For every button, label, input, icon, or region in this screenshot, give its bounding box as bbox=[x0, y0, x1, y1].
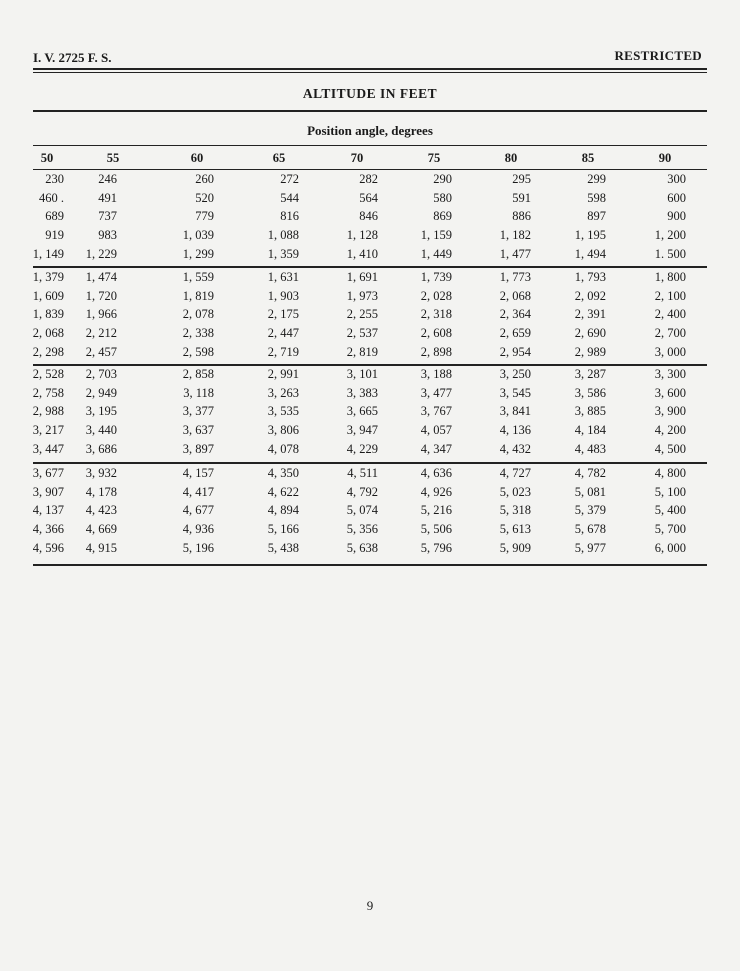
header-rule-thin bbox=[33, 72, 707, 73]
table-cell: 1, 379 bbox=[32, 270, 64, 284]
table-cell: 2, 175 bbox=[267, 307, 299, 322]
table-cell: 3, 287 bbox=[574, 367, 606, 381]
table-cell: 5, 400 bbox=[654, 503, 686, 518]
table-cell: 272 bbox=[280, 172, 299, 186]
table-cell: 4, 500 bbox=[654, 441, 686, 456]
table-cell: 5, 356 bbox=[346, 522, 378, 537]
table-cell: 246 bbox=[98, 172, 117, 186]
table-cell: 3, 118 bbox=[183, 385, 214, 400]
classification-label: RESTRICTED bbox=[614, 48, 702, 63]
table-row bbox=[33, 423, 707, 442]
table-cell: 5, 196 bbox=[182, 540, 214, 555]
table-cell: 4, 926 bbox=[420, 484, 452, 499]
table-cell: 3, 665 bbox=[346, 404, 378, 419]
column-header-55: 55 bbox=[106, 151, 120, 165]
group-separator bbox=[33, 266, 707, 268]
table-cell: 544 bbox=[280, 190, 299, 205]
table-cell: 4, 229 bbox=[346, 441, 378, 456]
table-cell: 4, 057 bbox=[420, 423, 452, 438]
table-cell: 4, 136 bbox=[499, 423, 531, 438]
table-cell: 4, 727 bbox=[499, 466, 531, 480]
table-cell: 886 bbox=[512, 209, 531, 224]
table-cell: 3, 677 bbox=[32, 466, 64, 480]
table-cell: 598 bbox=[587, 190, 606, 205]
table-cell: 1, 973 bbox=[346, 288, 378, 303]
table-cell: 3, 377 bbox=[182, 404, 214, 419]
table-row bbox=[33, 228, 707, 247]
table-cell: 2, 537 bbox=[346, 326, 378, 341]
table-cell: 2, 819 bbox=[346, 344, 378, 359]
table-row bbox=[33, 404, 707, 423]
table-row bbox=[33, 442, 707, 461]
table-cell: 282 bbox=[359, 172, 378, 186]
table-cell: 1, 800 bbox=[654, 270, 686, 284]
table-cell: 5, 638 bbox=[346, 540, 378, 555]
table-cell: 1, 631 bbox=[267, 270, 299, 284]
table-cell: 2, 100 bbox=[654, 288, 686, 303]
table-row bbox=[33, 270, 707, 289]
column-header-65: 65 bbox=[272, 151, 286, 165]
table-cell: 869 bbox=[433, 209, 452, 224]
table-cell: 5, 796 bbox=[420, 540, 452, 555]
table-cell: 1, 159 bbox=[420, 228, 452, 243]
table-cell: 1, 359 bbox=[267, 246, 299, 261]
table-cell: 1, 966 bbox=[85, 307, 117, 322]
table-cell: 6, 000 bbox=[654, 540, 686, 555]
table-cell: 2, 457 bbox=[85, 344, 117, 359]
column-header-85: 85 bbox=[581, 151, 595, 165]
table-cell: 2, 898 bbox=[420, 344, 452, 359]
row-group bbox=[33, 466, 707, 559]
table-cell: 5, 081 bbox=[574, 484, 606, 499]
table-cell: 1, 200 bbox=[654, 228, 686, 243]
table-cell: 3, 535 bbox=[267, 404, 299, 419]
table-cell: 4, 078 bbox=[267, 441, 299, 456]
table-cell: 3, 440 bbox=[85, 423, 117, 438]
title-rule bbox=[33, 110, 707, 112]
table-cell: 816 bbox=[280, 209, 299, 224]
table-row bbox=[33, 386, 707, 405]
table-cell: 1, 773 bbox=[499, 270, 531, 284]
table-cell: 600 bbox=[667, 190, 686, 205]
table-cell: 2, 608 bbox=[420, 326, 452, 341]
table-cell: 4, 137 bbox=[32, 503, 64, 518]
table-cell: 1, 691 bbox=[346, 270, 378, 284]
table-cell: 3, 000 bbox=[654, 344, 686, 359]
table-cell: 4, 347 bbox=[420, 441, 452, 456]
table-cell: 300 bbox=[667, 172, 686, 186]
table-cell: 4, 669 bbox=[85, 522, 117, 537]
table-cell: 1, 182 bbox=[499, 228, 531, 243]
table-cell: 5, 438 bbox=[267, 540, 299, 555]
table-cell: 4, 178 bbox=[85, 484, 117, 499]
header-rule bbox=[33, 68, 707, 70]
table-cell: 3, 947 bbox=[346, 423, 378, 438]
table-cell: 4, 800 bbox=[654, 466, 686, 480]
table-cell: 1, 128 bbox=[346, 228, 378, 243]
table-cell: 1, 819 bbox=[182, 288, 214, 303]
table-row bbox=[33, 191, 707, 210]
table-cell: 3, 907 bbox=[32, 484, 64, 499]
table-cell: 564 bbox=[359, 190, 378, 205]
table-cell: 4, 184 bbox=[574, 423, 606, 438]
table-cell: 4, 936 bbox=[182, 522, 214, 537]
table-cell: 1, 477 bbox=[499, 246, 531, 261]
table-cell: 1, 449 bbox=[420, 246, 452, 261]
table-cell: 3, 383 bbox=[346, 385, 378, 400]
table-cell: 1, 739 bbox=[420, 270, 452, 284]
table-cell: 4, 366 bbox=[32, 522, 64, 537]
table-cell: 260 bbox=[195, 172, 214, 186]
table-cell: 2, 364 bbox=[499, 307, 531, 322]
table-cell: 3, 263 bbox=[267, 385, 299, 400]
table-cell: 2, 719 bbox=[267, 344, 299, 359]
table-cell: 2, 338 bbox=[182, 326, 214, 341]
table-cell: 4, 782 bbox=[574, 466, 606, 480]
table-row bbox=[33, 466, 707, 485]
table-cell: 2, 700 bbox=[654, 326, 686, 341]
table-cell: 3, 932 bbox=[85, 466, 117, 480]
table-cell: 689 bbox=[45, 209, 64, 224]
table-cell: 2, 703 bbox=[85, 367, 117, 381]
table-cell: 4, 423 bbox=[85, 503, 117, 518]
subtitle-rule bbox=[33, 145, 707, 146]
table-cell: 2, 318 bbox=[420, 307, 452, 322]
table-cell: 3, 300 bbox=[654, 367, 686, 381]
table-cell: 491 bbox=[98, 190, 117, 205]
table-cell: 4, 350 bbox=[267, 466, 299, 480]
table-cell: 5, 977 bbox=[574, 540, 606, 555]
table-cell: 900 bbox=[667, 209, 686, 224]
table-cell: 737 bbox=[98, 209, 117, 224]
column-header-90: 90 bbox=[658, 151, 672, 165]
table-cell: 846 bbox=[359, 209, 378, 224]
table-cell: 2, 255 bbox=[346, 307, 378, 322]
table-cell: 5, 506 bbox=[420, 522, 452, 537]
table-cell: 4, 596 bbox=[32, 540, 64, 555]
table-cell: 5, 700 bbox=[654, 522, 686, 537]
table-cell: 3, 195 bbox=[85, 404, 117, 419]
table-cell: 1, 494 bbox=[574, 246, 606, 261]
table-title: ALTITUDE IN FEET bbox=[302, 86, 438, 101]
table-cell: 983 bbox=[98, 228, 117, 243]
table-cell: 520 bbox=[195, 190, 214, 205]
table-cell: 3, 900 bbox=[654, 404, 686, 419]
table-cell: 3, 897 bbox=[182, 441, 214, 456]
column-headers bbox=[33, 151, 707, 167]
table-cell: 5, 379 bbox=[574, 503, 606, 518]
table-cell: 2, 598 bbox=[182, 344, 214, 359]
table-cell: 3, 885 bbox=[574, 404, 606, 419]
table-cell: 4, 677 bbox=[182, 503, 214, 518]
table-cell: 1, 410 bbox=[346, 246, 378, 261]
table-subtitle: Position angle, degrees bbox=[307, 123, 433, 138]
table-cell: 3, 545 bbox=[499, 385, 531, 400]
column-header-75: 75 bbox=[427, 151, 441, 165]
table-cell: 5, 023 bbox=[499, 484, 531, 499]
table-cell: 1, 039 bbox=[182, 228, 214, 243]
table-row bbox=[33, 172, 707, 191]
document-id: I. V. 2725 F. S. bbox=[33, 50, 112, 65]
table-row bbox=[33, 503, 707, 522]
table-row bbox=[33, 367, 707, 386]
group-separator bbox=[33, 364, 707, 366]
table-cell: 2, 954 bbox=[499, 344, 531, 359]
table-cell: 1, 195 bbox=[574, 228, 606, 243]
table-cell: 4, 417 bbox=[182, 484, 214, 499]
table-cell: 2, 991 bbox=[267, 367, 299, 381]
table-cell: 2, 989 bbox=[574, 344, 606, 359]
table-cell: 290 bbox=[433, 172, 452, 186]
table-cell: 3, 686 bbox=[85, 441, 117, 456]
table-cell: 2, 949 bbox=[85, 385, 117, 400]
table-cell: 2, 391 bbox=[574, 307, 606, 322]
table-cell: 779 bbox=[195, 209, 214, 224]
table-cell: 2, 298 bbox=[32, 344, 64, 359]
table-cell: 4, 200 bbox=[654, 423, 686, 438]
table-cell: 3, 217 bbox=[32, 423, 64, 438]
table-row bbox=[33, 522, 707, 541]
table-cell: 591 bbox=[512, 190, 531, 205]
row-group bbox=[33, 172, 707, 265]
row-group bbox=[33, 270, 707, 363]
table-cell: 3, 477 bbox=[420, 385, 452, 400]
table-cell: 3, 188 bbox=[420, 367, 452, 381]
table-cell: 2, 078 bbox=[182, 307, 214, 322]
table-cell: 4, 622 bbox=[267, 484, 299, 499]
table-cell: 460 . bbox=[39, 190, 64, 205]
table-cell: 1, 474 bbox=[85, 270, 117, 284]
table-cell: 3, 637 bbox=[182, 423, 214, 438]
table-cell: 5, 100 bbox=[654, 484, 686, 499]
table-cell: 919 bbox=[45, 228, 64, 243]
table-cell: 4, 894 bbox=[267, 503, 299, 518]
table-cell: 1, 839 bbox=[32, 307, 64, 322]
table-cell: 2, 028 bbox=[420, 288, 452, 303]
table-cell: 3, 101 bbox=[346, 367, 378, 381]
table-row bbox=[33, 345, 707, 364]
table-cell: 1, 793 bbox=[574, 270, 606, 284]
column-header-60: 60 bbox=[190, 151, 204, 165]
group-separator bbox=[33, 564, 707, 566]
group-separator bbox=[33, 462, 707, 464]
table-cell: 4, 432 bbox=[499, 441, 531, 456]
column-header-70: 70 bbox=[350, 151, 364, 165]
table-cell: 5, 074 bbox=[346, 503, 378, 518]
table-cell: 5, 909 bbox=[499, 540, 531, 555]
table-cell: 4, 915 bbox=[85, 540, 117, 555]
table-row bbox=[33, 209, 707, 228]
table-cell: 2, 659 bbox=[499, 326, 531, 341]
table-cell: 3, 447 bbox=[32, 441, 64, 456]
table-cell: 4, 636 bbox=[420, 466, 452, 480]
header-bottom-rule bbox=[33, 169, 707, 170]
table-cell: 2, 092 bbox=[574, 288, 606, 303]
table-row bbox=[33, 289, 707, 308]
table-cell: 299 bbox=[587, 172, 606, 186]
table-cell: 5, 678 bbox=[574, 522, 606, 537]
table-row bbox=[33, 541, 707, 560]
table-cell: 1. 500 bbox=[654, 246, 686, 261]
table-cell: 2, 068 bbox=[32, 326, 64, 341]
table-cell: 1, 299 bbox=[182, 246, 214, 261]
table-cell: 230 bbox=[45, 172, 64, 186]
table-cell: 2, 858 bbox=[182, 367, 214, 381]
table-cell: 3, 600 bbox=[654, 385, 686, 400]
table-cell: 1, 720 bbox=[85, 288, 117, 303]
table-cell: 2, 528 bbox=[32, 367, 64, 381]
table-cell: 295 bbox=[512, 172, 531, 186]
table-row bbox=[33, 326, 707, 345]
table-cell: 3, 586 bbox=[574, 385, 606, 400]
table-row bbox=[33, 307, 707, 326]
table-cell: 2, 690 bbox=[574, 326, 606, 341]
table-cell: 4, 792 bbox=[346, 484, 378, 499]
table-cell: 580 bbox=[433, 190, 452, 205]
table-cell: 5, 318 bbox=[499, 503, 531, 518]
row-group bbox=[33, 367, 707, 460]
table-cell: 1, 559 bbox=[182, 270, 214, 284]
table-cell: 3, 767 bbox=[420, 404, 452, 419]
table-cell: 4, 483 bbox=[574, 441, 606, 456]
table-cell: 5, 216 bbox=[420, 503, 452, 518]
table-row bbox=[33, 247, 707, 266]
table-cell: 2, 068 bbox=[499, 288, 531, 303]
column-header-50: 50 bbox=[40, 151, 54, 165]
table-cell: 5, 613 bbox=[499, 522, 531, 537]
table-cell: 2, 212 bbox=[85, 326, 117, 341]
table-cell: 2, 988 bbox=[32, 404, 64, 419]
page-number: 9 bbox=[366, 898, 374, 913]
table-cell: 3, 806 bbox=[267, 423, 299, 438]
table-cell: 4, 511 bbox=[347, 466, 378, 480]
table-cell: 5, 166 bbox=[267, 522, 299, 537]
table-cell: 1, 088 bbox=[267, 228, 299, 243]
table-row bbox=[33, 485, 707, 504]
table-cell: 1, 229 bbox=[85, 246, 117, 261]
table-cell: 2, 758 bbox=[32, 385, 64, 400]
table-cell: 3, 841 bbox=[499, 404, 531, 419]
table-cell: 2, 400 bbox=[654, 307, 686, 322]
table-cell: 897 bbox=[587, 209, 606, 224]
column-header-80: 80 bbox=[504, 151, 518, 165]
table-cell: 1, 609 bbox=[32, 288, 64, 303]
table-cell: 4, 157 bbox=[182, 466, 214, 480]
table-cell: 3, 250 bbox=[499, 367, 531, 381]
table-cell: 2, 447 bbox=[267, 326, 299, 341]
table-cell: 1, 903 bbox=[267, 288, 299, 303]
table-cell: 1, 149 bbox=[32, 246, 64, 261]
